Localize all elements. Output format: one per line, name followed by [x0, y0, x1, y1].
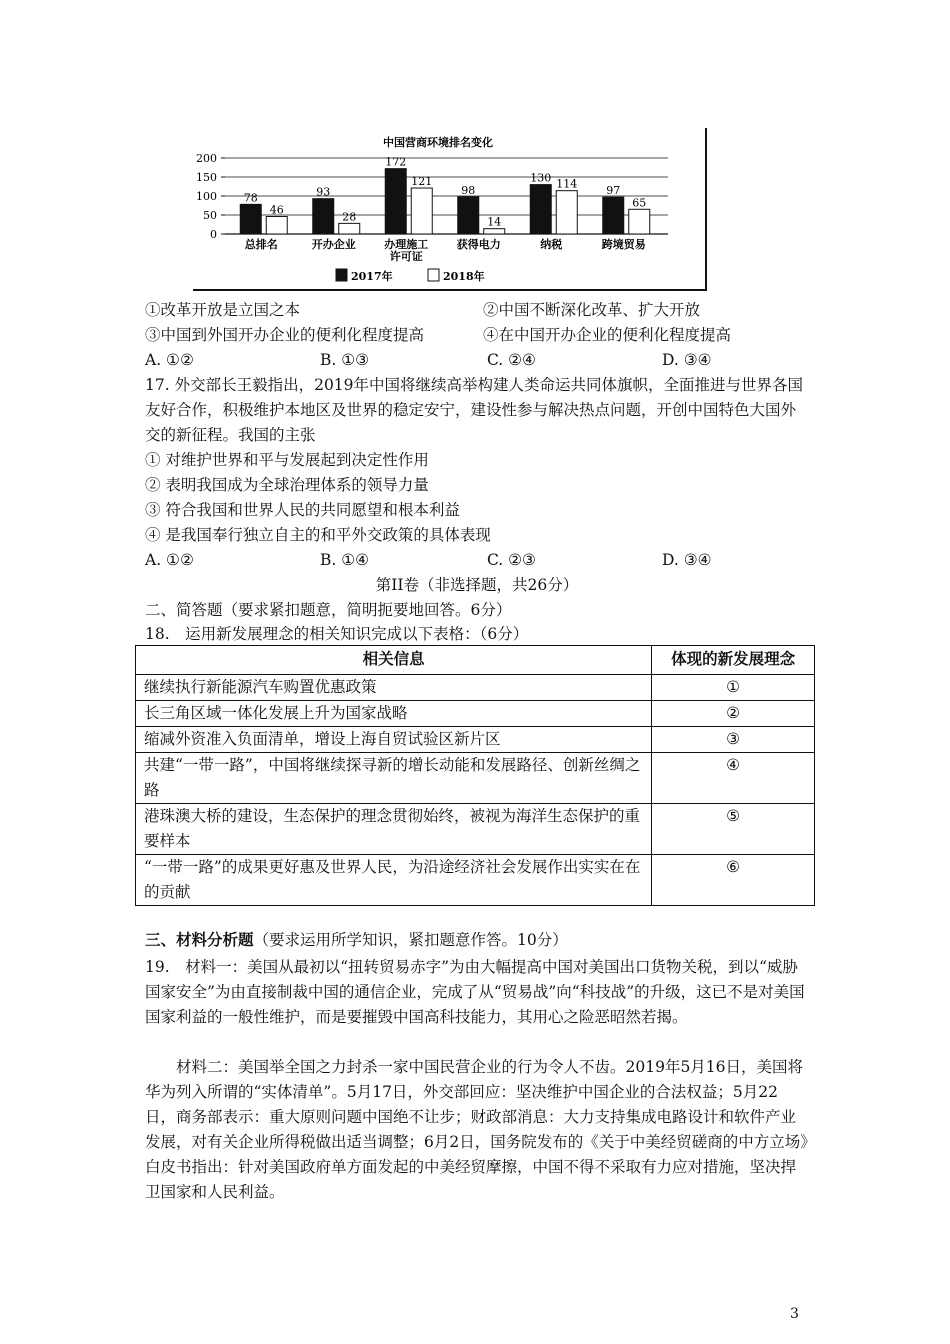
- bar-2017年: [313, 199, 334, 234]
- y-tick-label: 150: [196, 171, 217, 184]
- legend-label: 2018年: [443, 270, 485, 283]
- section3-heading: [145, 930, 568, 950]
- q16-option-b[interactable]: B. ①③: [320, 351, 370, 369]
- q17-statement-1: ① 对维护世界和平与发展起到决定性作用: [145, 451, 429, 469]
- bar-value-label: 130: [530, 171, 552, 185]
- category-label: 许可证: [389, 250, 423, 263]
- bar-2017年: [458, 197, 479, 234]
- bar-2018年: [411, 188, 432, 234]
- table-cell-answer[interactable]: ④: [652, 753, 815, 804]
- q16-statement-4: ④在中国开办企业的便利化程度提高: [483, 326, 732, 344]
- q16-statement-1: ①改革开放是立国之本: [145, 301, 301, 319]
- q19-material-2: 材料二：美国举全国之力封杀一家中国民营企业的行为令人不齿。2019年5月16日，美国将华为列入所谓的“实体清单”。5月17日，外交部回应：坚决维护中国企业的合法权益；5月22日，商务部表示：重大原则问题中国绝不让步；财政部消息：大力支持集成电路设计和软件产业发展，对有关企业所得税做出适当调整；6月2日，国务院发布的《关于中美经贸磋商的中方立场》白皮书指出：针对美国政府单方面发起的中美经贸摩擦，中国不得不采取有力应对措施，坚决捍卫国家和人民利益。: [145, 1058, 808, 1201]
- q16-option-c[interactable]: C. ②④: [487, 351, 536, 369]
- y-tick-label: 0: [210, 228, 217, 241]
- q17-option-c[interactable]: C. ②③: [487, 551, 536, 569]
- q16-option-d[interactable]: D. ③④: [662, 351, 712, 369]
- chart-title: 中国营商环境排名变化: [383, 136, 493, 149]
- bar-2017年: [603, 197, 624, 234]
- table-row: [136, 675, 815, 701]
- table-row: [136, 701, 815, 727]
- part2-title: 第II卷（非选择题，共26分）: [375, 576, 579, 594]
- category-label: 办理施工: [384, 238, 429, 251]
- table-row: [136, 804, 815, 855]
- section2-title: 二、简答题（要求紧扣题意，简明扼要地回答。6分）: [145, 601, 512, 619]
- bar-2017年: [530, 185, 551, 234]
- category-label: 总排名: [244, 238, 278, 251]
- ranking-chart-svg: [193, 128, 705, 289]
- page-number: 3: [790, 1306, 799, 1322]
- table-cell-info: 港珠澳大桥的建设，生态保护的理念贯彻始终，被视为海洋生态保护的重要样本: [136, 804, 652, 855]
- bar-value-label: 98: [461, 183, 476, 197]
- category-label: 开办企业: [311, 238, 356, 251]
- table-header-row: [136, 646, 815, 675]
- table-cell-answer[interactable]: ⑤: [652, 804, 815, 855]
- y-tick-label: 100: [196, 190, 217, 203]
- category-label: 纳税: [540, 238, 563, 251]
- bar-value-label: 14: [487, 215, 502, 229]
- bar-2018年: [339, 223, 360, 234]
- bar-2018年: [484, 229, 505, 234]
- table-cell-info: 缩减外资准入负面清单，增设上海自贸试验区新片区: [136, 727, 652, 753]
- q17-statement-2: ② 表明我国成为全球治理体系的领导力量: [145, 476, 429, 494]
- table-cell-answer[interactable]: ③: [652, 727, 815, 753]
- category-label: 跨境贸易: [601, 238, 646, 251]
- section3-title: 三、材料分析题: [145, 930, 254, 949]
- y-tick-label: 200: [196, 152, 217, 165]
- section3-note: （要求运用所学知识，紧扣题意作答。10分）: [253, 931, 568, 949]
- y-tick-label: 50: [203, 209, 217, 222]
- bar-value-label: 114: [556, 177, 578, 191]
- bar-2018年: [266, 217, 287, 234]
- table-row: [136, 855, 815, 906]
- q17-statement-3: ③ 符合我国和世界人民的共同愿望和根本利益: [145, 501, 460, 519]
- q16-statement-2: ②中国不断深化改革、扩大开放: [483, 301, 701, 319]
- table-cell-info: “一带一路”的成果更好惠及世界人民，为沿途经济社会发展作出实实在在的贡献: [136, 855, 652, 906]
- table-cell-info: 长三角区域一体化发展上升为国家战略: [136, 701, 652, 727]
- bar-2017年: [385, 169, 406, 234]
- table-row: [136, 753, 815, 804]
- table-header-concept: 体现的新发展理念: [652, 646, 815, 675]
- bar-2018年: [629, 209, 650, 234]
- table-cell-info: 继续执行新能源汽车购置优惠政策: [136, 675, 652, 701]
- bar-value-label: 28: [342, 210, 357, 224]
- q16-option-a[interactable]: A. ①②: [145, 351, 194, 369]
- bar-2017年: [240, 204, 261, 234]
- table-cell-answer[interactable]: ①: [652, 675, 815, 701]
- q19-material-1: 19. 材料一：美国从最初以“扭转贸易赤字”为由大幅提高中国对美国出口货物关税，到以“威胁国家安全”为由直接制裁中国的通信企业，完成了从“贸易战”向“科技战”的升级，这已不是对美国国家利益的一般性维护，而是要摧毁中国高科技能力，其用心之险恶昭然若揭。: [145, 958, 805, 1026]
- q17-option-b[interactable]: B. ①④: [320, 551, 370, 569]
- q17-option-a[interactable]: A. ①②: [145, 551, 194, 569]
- table-cell-info: 共建“一带一路”，中国将继续探寻新的增长动能和发展路径、创新丝绸之路: [136, 753, 652, 804]
- q18-stem: 18. 运用新发展理念的相关知识完成以下表格：（6分）: [145, 625, 529, 643]
- category-label: 获得电力: [456, 238, 501, 251]
- bar-value-label: 46: [269, 203, 284, 217]
- bar-value-label: 172: [385, 155, 407, 169]
- q18-table: [135, 645, 815, 906]
- q17-option-d[interactable]: D. ③④: [662, 551, 712, 569]
- table-header-info: 相关信息: [136, 646, 652, 675]
- table-row: [136, 727, 815, 753]
- legend-swatch: [428, 269, 439, 281]
- table-cell-answer[interactable]: ②: [652, 701, 815, 727]
- legend-swatch: [336, 269, 347, 281]
- bar-value-label: 97: [606, 184, 621, 198]
- bar-value-label: 65: [632, 196, 647, 210]
- table-cell-answer[interactable]: ⑥: [652, 855, 815, 906]
- q17-statement-4: ④ 是我国奉行独立自主的和平外交政策的具体表现: [145, 526, 491, 544]
- bar-value-label: 93: [316, 185, 331, 199]
- legend-label: 2017年: [351, 270, 393, 283]
- bar-value-label: 78: [243, 191, 258, 205]
- bar-value-label: 121: [411, 175, 433, 189]
- ranking-chart: [193, 128, 707, 291]
- q17-stem: 17. 外交部长王毅指出，2019年中国将继续高举构建人类命运共同体旗帜，全面推进与世界各国友好合作，积极维护本地区及世界的稳定安宁，建设性参与解决热点问题，开创中国特色大国外交的新征程。我国的主张: [145, 376, 804, 444]
- bar-2018年: [556, 191, 577, 234]
- q16-statement-3: ③中国到外国开办企业的便利化程度提高: [145, 326, 425, 344]
